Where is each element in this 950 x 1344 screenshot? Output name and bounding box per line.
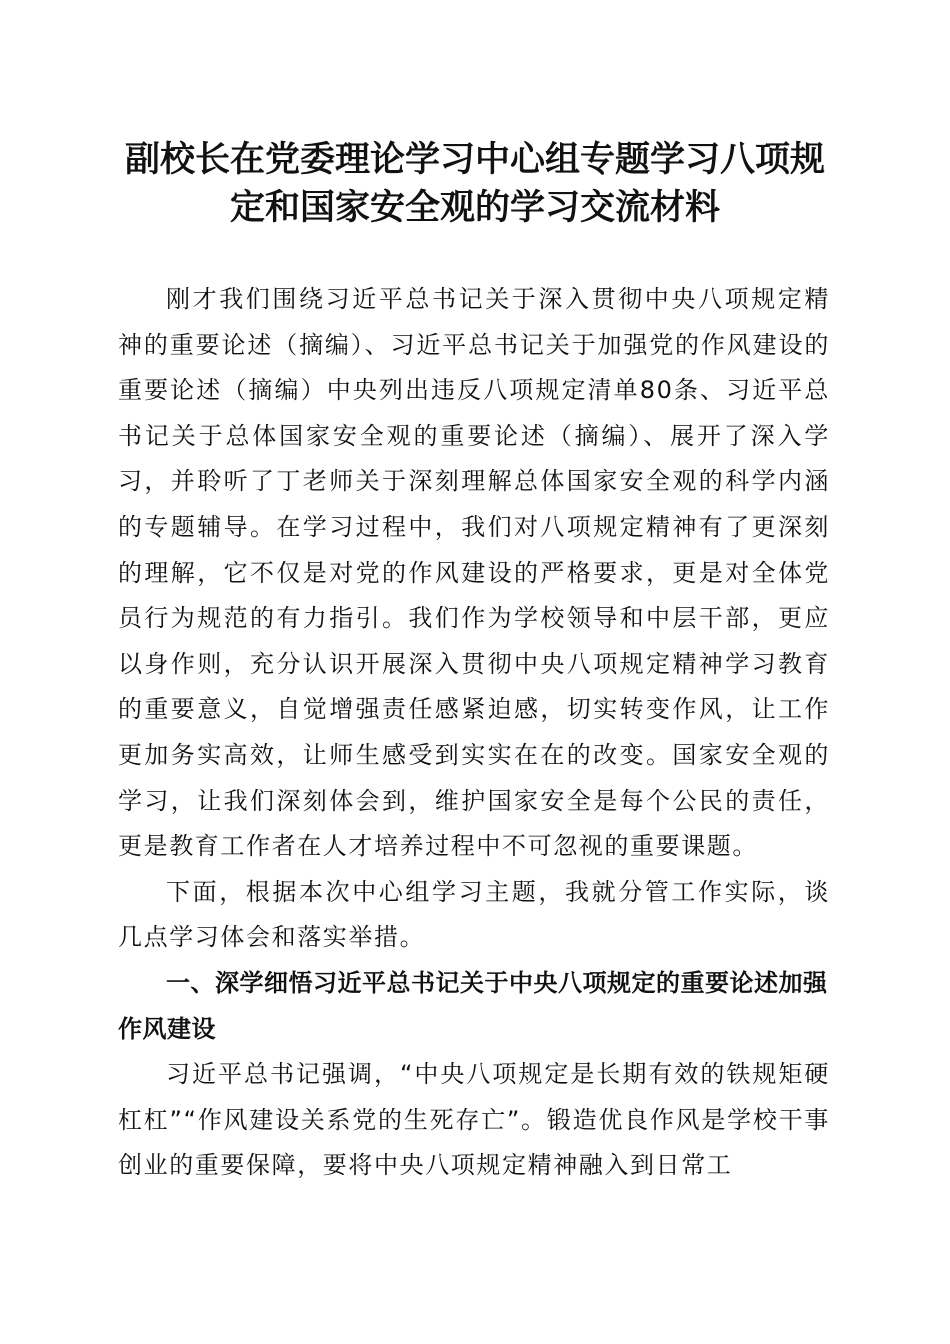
intro-paragraph: 刚才我们围绕习近平总书记关于深入贯彻中央八项规定精神的重要论述（摘编）、习近平总书记关于加强党的作风建设的重要论述（摘编）中央列出违反八项规定清单80条、习近平总书记关于总体国家安全观的重要论述（摘编）、展开了深入学习，并聆听了丁老师关于深刻理解总体国家安全观的科学内涵的专题辅导。在学习过程中，我们对八项规定精神有了更深刻的理解，它不仅是对党的作风建设的严格要求，更是对全体党员行为规范的有力指引。我们作为学校领导和中层干部，更应以身作则，充分认识开展深入贯彻中央八项规定精神学习教育的重要意义，自觉增强责任感紧迫感，切实转变作风，让工作更加务实高效，让师生感受到实实在在的改变。国家安全观的学习，让我们深刻体会到，维护国家安全是每个公民的责任，更是教育工作者在人才培养过程中不可忽视的重要课题。 — [118, 285, 830, 861]
title-line-2: 定和国家安全观的学习交流材料 — [229, 187, 720, 228]
document-title — [100, 136, 850, 232]
title-line-1: 副校长在党委理论学习中心组专题学习八项规 — [124, 139, 825, 180]
transition-paragraph: 下面，根据本次中心组学习主题，我就分管工作实际，谈几点学习体会和落实举措。 — [118, 877, 830, 952]
section-1-paragraph: 习近平总书记强调，“中央八项规定是长期有效的铁规矩硬杠杠”“作风建设关系党的生死存亡”。锻造优良作风是学校干事创业的重要保障，要将中央八项规定精神融入到日常工 — [118, 1060, 830, 1180]
document-body — [118, 277, 830, 1189]
section-1-heading: 一、深学细悟习近平总书记关于中央八项规定的重要论述加强作风建设 — [118, 968, 828, 1043]
